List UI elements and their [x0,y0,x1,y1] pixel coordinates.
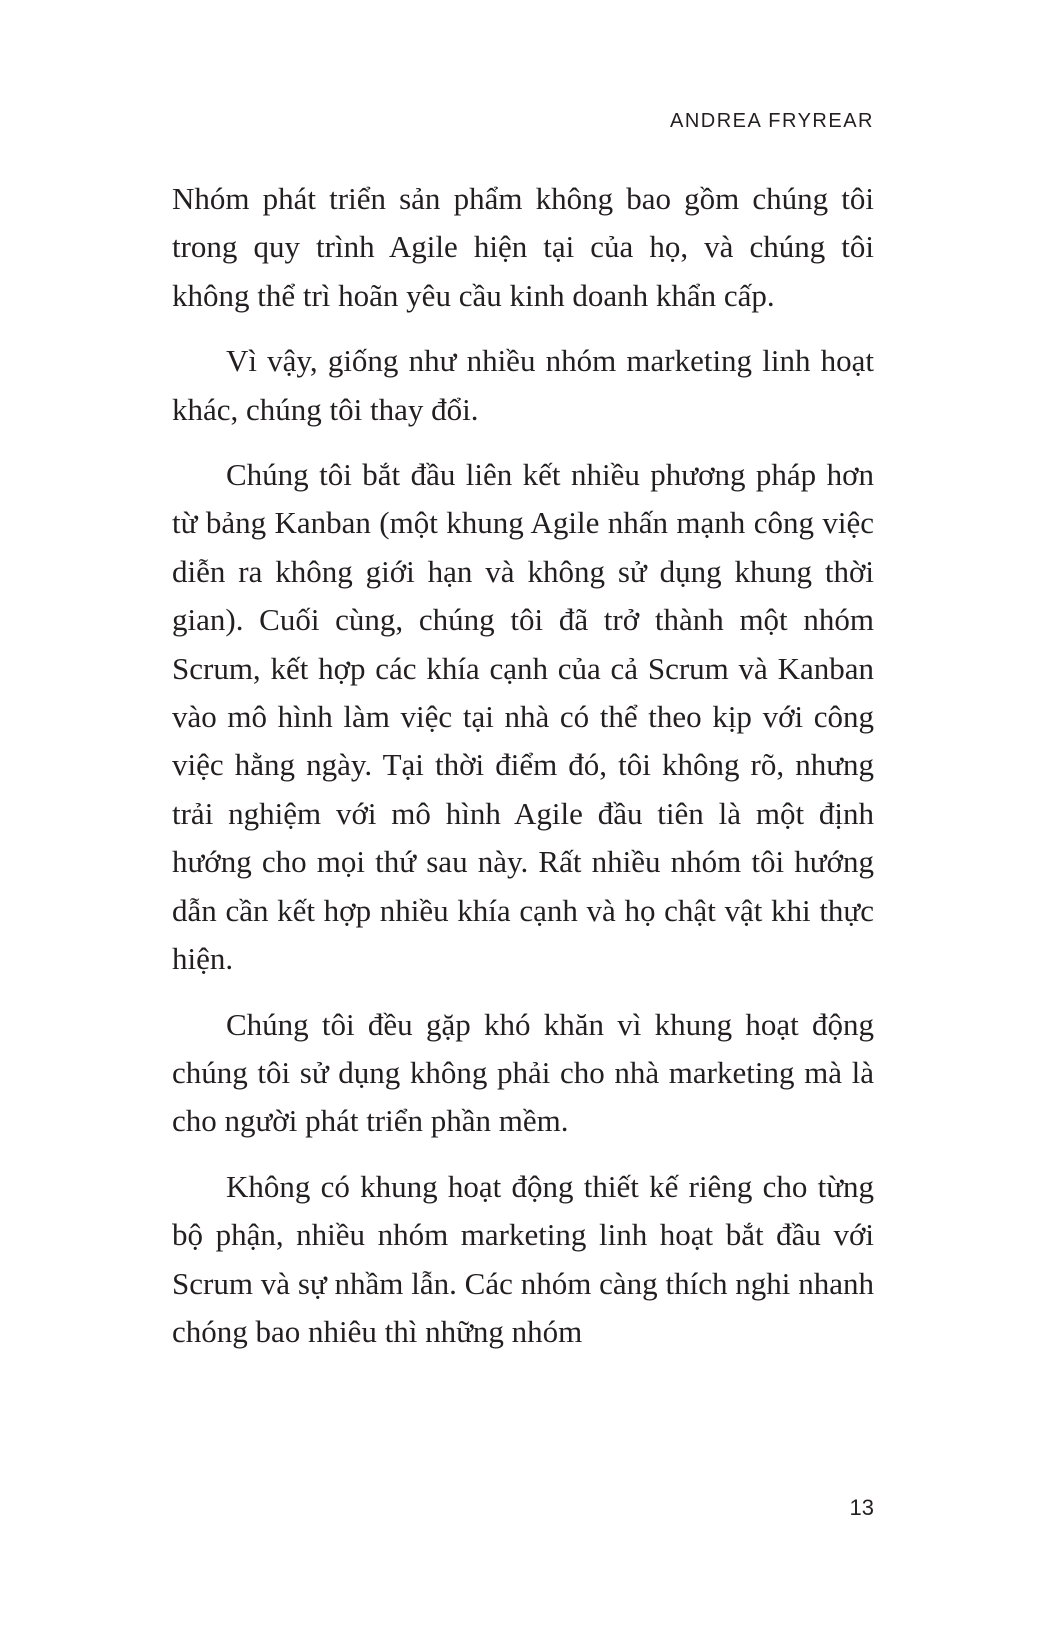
paragraph-2: Vì vậy, giống như nhiều nhóm marketing linh hoạt khác, chúng tôi thay đổi. [172,343,874,427]
page-number: 13 [849,1495,874,1520]
paragraph-3: Chúng tôi bắt đầu liên kết nhiều phương pháp hơn từ bảng Kanban (một khung Agile nhấn mạnh công việc diễn ra không giới hạn và không sử dụng khung thời gian). Cuối cùng, chúng tôi đã trở thành một nhóm Scrum, kết hợp các khía cạnh của cả Scrum và Kanban vào mô hình làm việc tại nhà có thể theo kịp với công việc hằng ngày. Tại thời điểm đó, tôi không rõ, nhưng trải nghiệm với mô hình Agile đầu tiên là một định hướng cho mọi thứ sau này. Rất nhiều nhóm tôi hướng dẫn cần kết hợp nhiều khía cạnh và họ chật vật khi thực hiện. [172,457,874,977]
paragraph-5: Không có khung hoạt động thiết kế riêng cho từng bộ phận, nhiều nhóm marketing linh hoạt bắt đầu với Scrum và sự nhầm lẫn. Các nhóm càng thích nghi nhanh chóng bao nhiêu thì những nhóm [172,1168,874,1349]
running-header-author: ANDREA FRYREAR [669,110,874,132]
paragraph-1: Nhóm phát triển sản phẩm không bao gồm chúng tôi trong quy trình Agile hiện tại của họ, và chúng tôi không thể trì hoãn yêu cầu kinh doanh khẩn cấp. [172,181,874,313]
body-text [172,175,874,1356]
paragraph-4: Chúng tôi đều gặp khó khăn vì khung hoạt động chúng tôi sử dụng không phải cho nhà marketing mà là cho người phát triển phần mềm. [172,1006,874,1139]
